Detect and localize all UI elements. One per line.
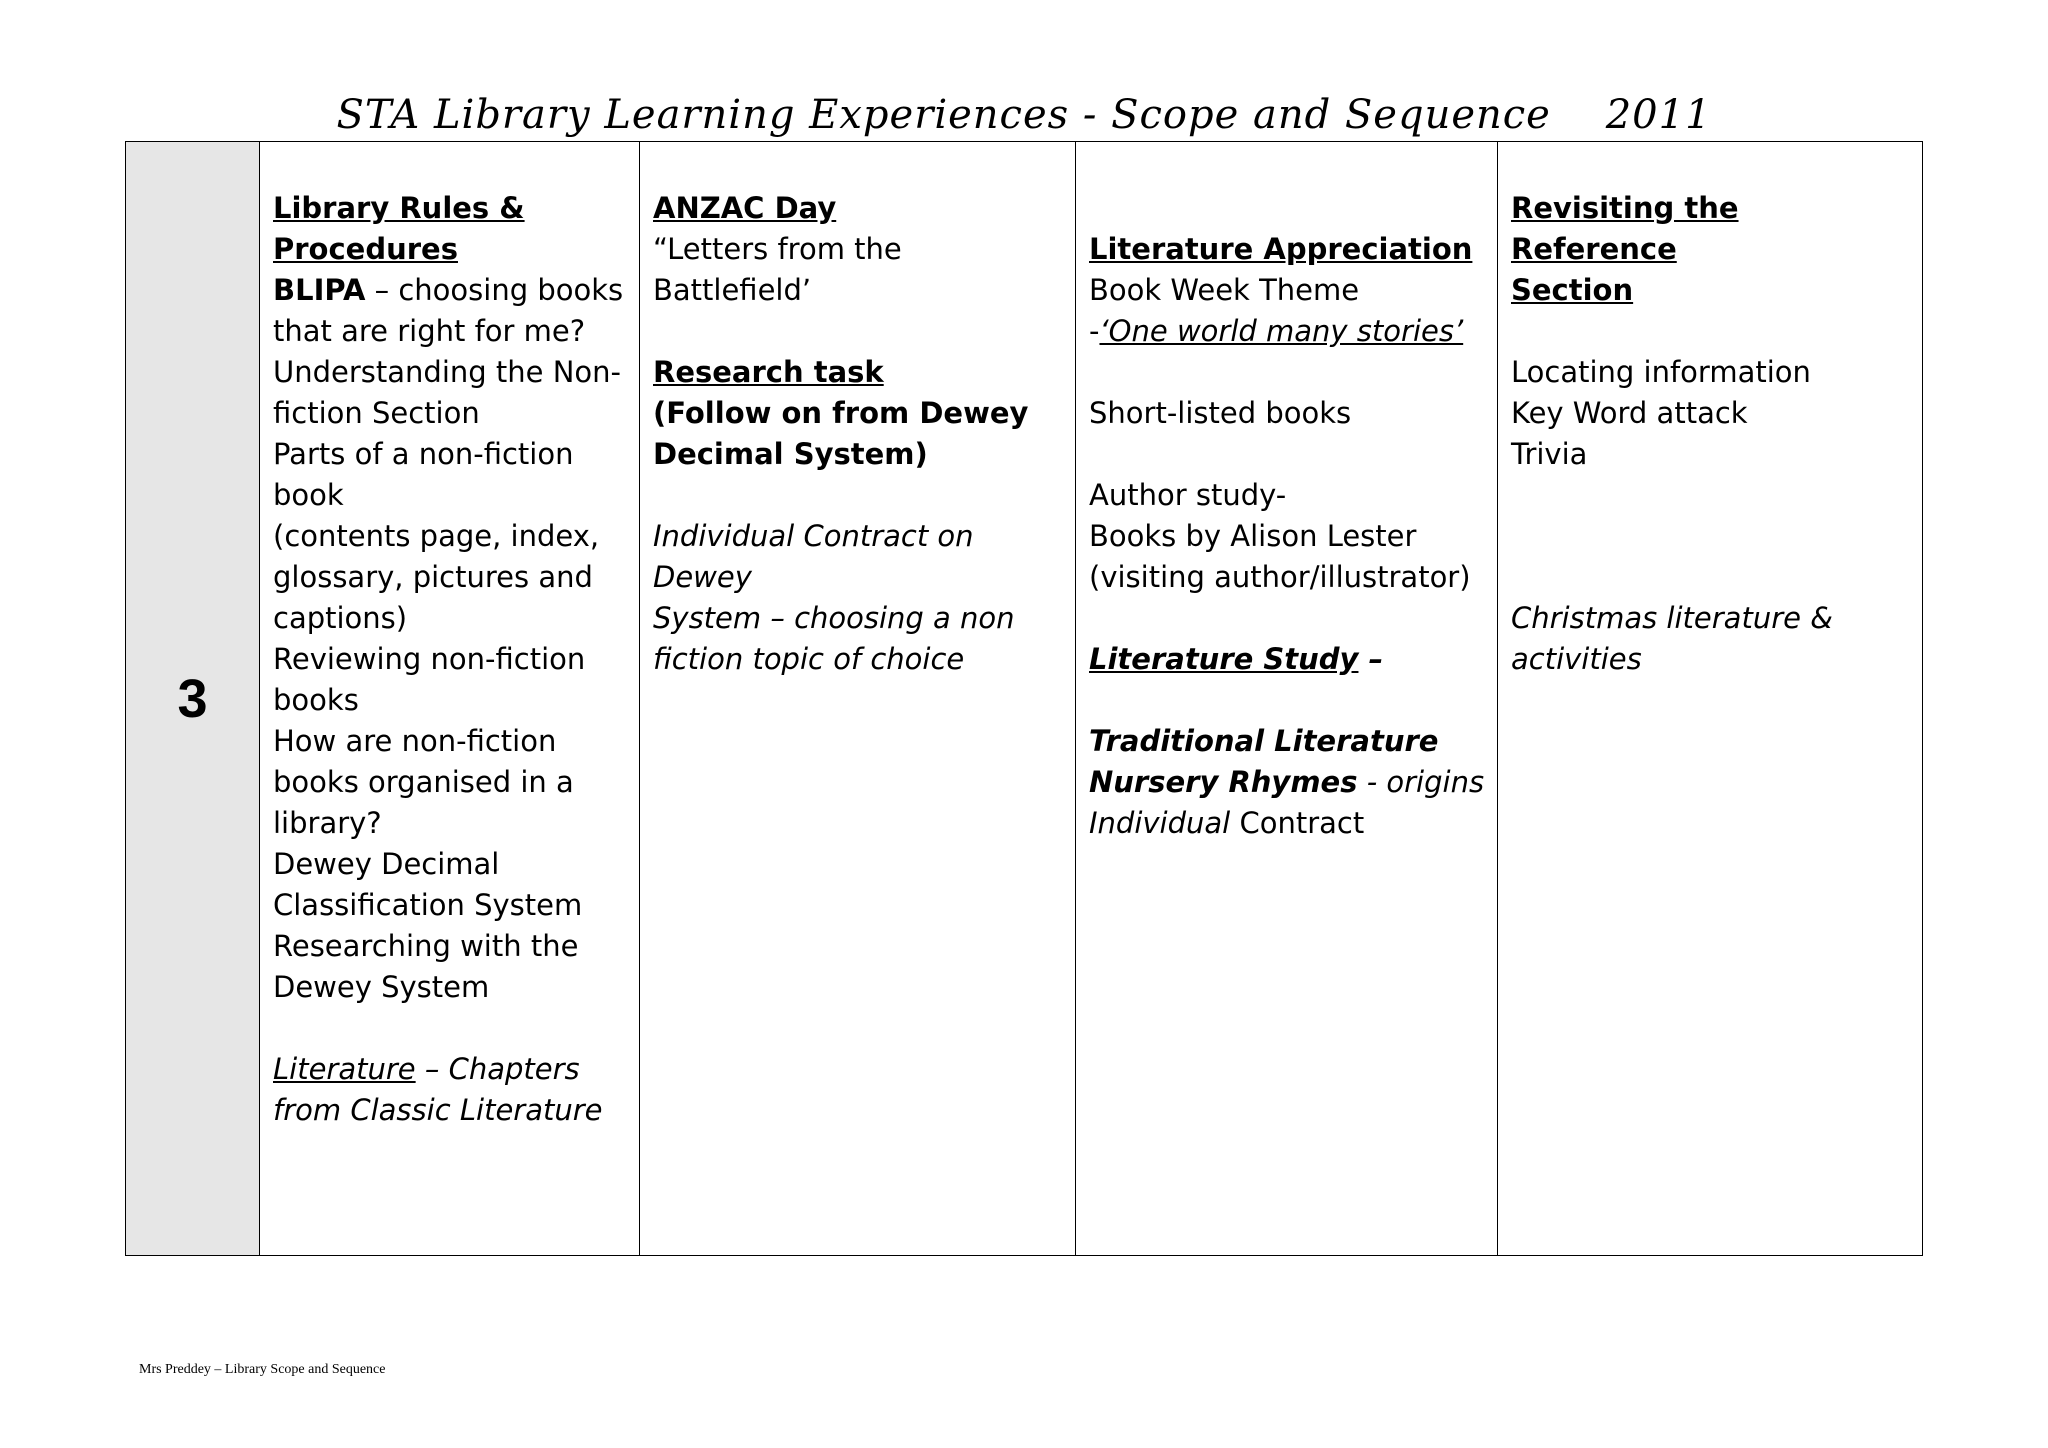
spacer [653,311,1065,352]
spacer [1511,557,1912,598]
col4-line: Key Word attack [1511,396,1748,430]
col3-theme-line [1089,311,1487,352]
row-number-cell [126,142,260,1256]
col2-line: Battlefield’ [653,273,812,307]
col3-line: (visiting author/illustrator) [1089,560,1471,594]
col1-line: Dewey Decimal [273,847,500,881]
spacer [1089,352,1487,393]
blipa-label: BLIPA [273,273,366,307]
col1-line: How are non-fiction [273,724,557,758]
spacer [1089,188,1487,229]
col1-line: fiction Section [273,396,480,430]
col4-line: activities [1511,642,1642,676]
blipa-text: – choosing books [365,273,624,307]
col1-line: books [273,683,359,717]
col1-line: Parts of a non-fiction [273,437,574,471]
col1-line: (contents page, index, [273,519,600,553]
individual-label: Individual [1089,806,1231,840]
col2-line: (Follow on from Dewey [653,396,1029,430]
column-2-cell [640,142,1076,1256]
col3-line: Books by Alison Lester [1089,519,1417,553]
literature-study-label: Literature Study [1089,642,1359,676]
col1-line: that are right for me? [273,314,586,348]
literature-text: – Chapters [415,1052,580,1086]
nursery-origins: - origins [1357,765,1485,799]
col1-line: library? [273,806,382,840]
col2-line: System – choosing a non [653,601,1015,635]
col4-line: Locating information [1511,355,1811,389]
col1-line: Understanding the Non- [273,355,621,389]
literature-study-dash: – [1358,642,1384,676]
col4-heading-line2: Section [1511,273,1634,307]
col1-line: books organised in a [273,765,574,799]
col2-line: Decimal System) [653,437,928,471]
nursery-line [1089,762,1487,803]
col3-line: Short-listed books [1089,396,1352,430]
theme-dash: - [1089,314,1100,348]
col3-line: Author study- [1089,478,1287,512]
column-1-cell [260,142,640,1256]
col1-line: book [273,478,344,512]
column-4-cell [1498,142,1923,1256]
col3-line: Traditional Literature [1089,724,1439,758]
footer-text: Mrs Preddey – Library Scope and Sequence [139,1362,386,1377]
col4-line: Trivia [1511,437,1588,471]
col4-heading-line1: Revisiting the Reference [1511,191,1739,266]
col3-line: Book Week Theme [1089,273,1360,307]
col1-line: Dewey System [273,970,490,1004]
table-row [126,142,1923,1256]
col2-line: “Letters from the [653,232,902,266]
col1-line: Researching with the [273,929,579,963]
col4-line: Christmas literature & [1511,601,1833,635]
col1-line: Classification System [273,888,583,922]
row-number: 3 [177,668,208,729]
theme-text: ‘One world many stories’ [1099,314,1464,348]
spacer [1511,516,1912,557]
col2-line: fiction topic of choice [653,642,965,676]
literature-study-line [1089,639,1487,680]
col2-heading: ANZAC Day [653,191,837,225]
col1-line: from Classic Literature [273,1093,603,1127]
col1-line: glossary, pictures and [273,560,593,594]
col1-blipa-line [273,270,629,311]
research-task-heading: Research task [653,355,884,389]
spacer [1511,311,1912,352]
col1-line: captions) [273,601,408,635]
col1-line: Reviewing non-fiction [273,642,586,676]
col3-heading: Literature Appreciation [1089,232,1473,266]
spacer [653,475,1065,516]
literature-label: Literature [273,1052,416,1086]
col1-literature-line [273,1049,629,1090]
page-title: STA Library Learning Experiences - Scope and Sequence 2011 [336,92,1712,138]
spacer [1089,598,1487,639]
col1-heading-line2: Procedures [273,232,458,266]
scope-sequence-table [125,141,1923,1256]
spacer [273,1008,629,1049]
column-3-cell [1076,142,1498,1256]
spacer [1089,434,1487,475]
spacer [1511,475,1912,516]
col1-heading-line1: Library Rules & [273,191,525,225]
spacer [1089,680,1487,721]
contract-label: Contract [1230,806,1365,840]
nursery-label: Nursery Rhymes [1089,765,1358,799]
col2-line: Individual Contract on Dewey [653,519,974,594]
individual-contract-line [1089,803,1487,844]
